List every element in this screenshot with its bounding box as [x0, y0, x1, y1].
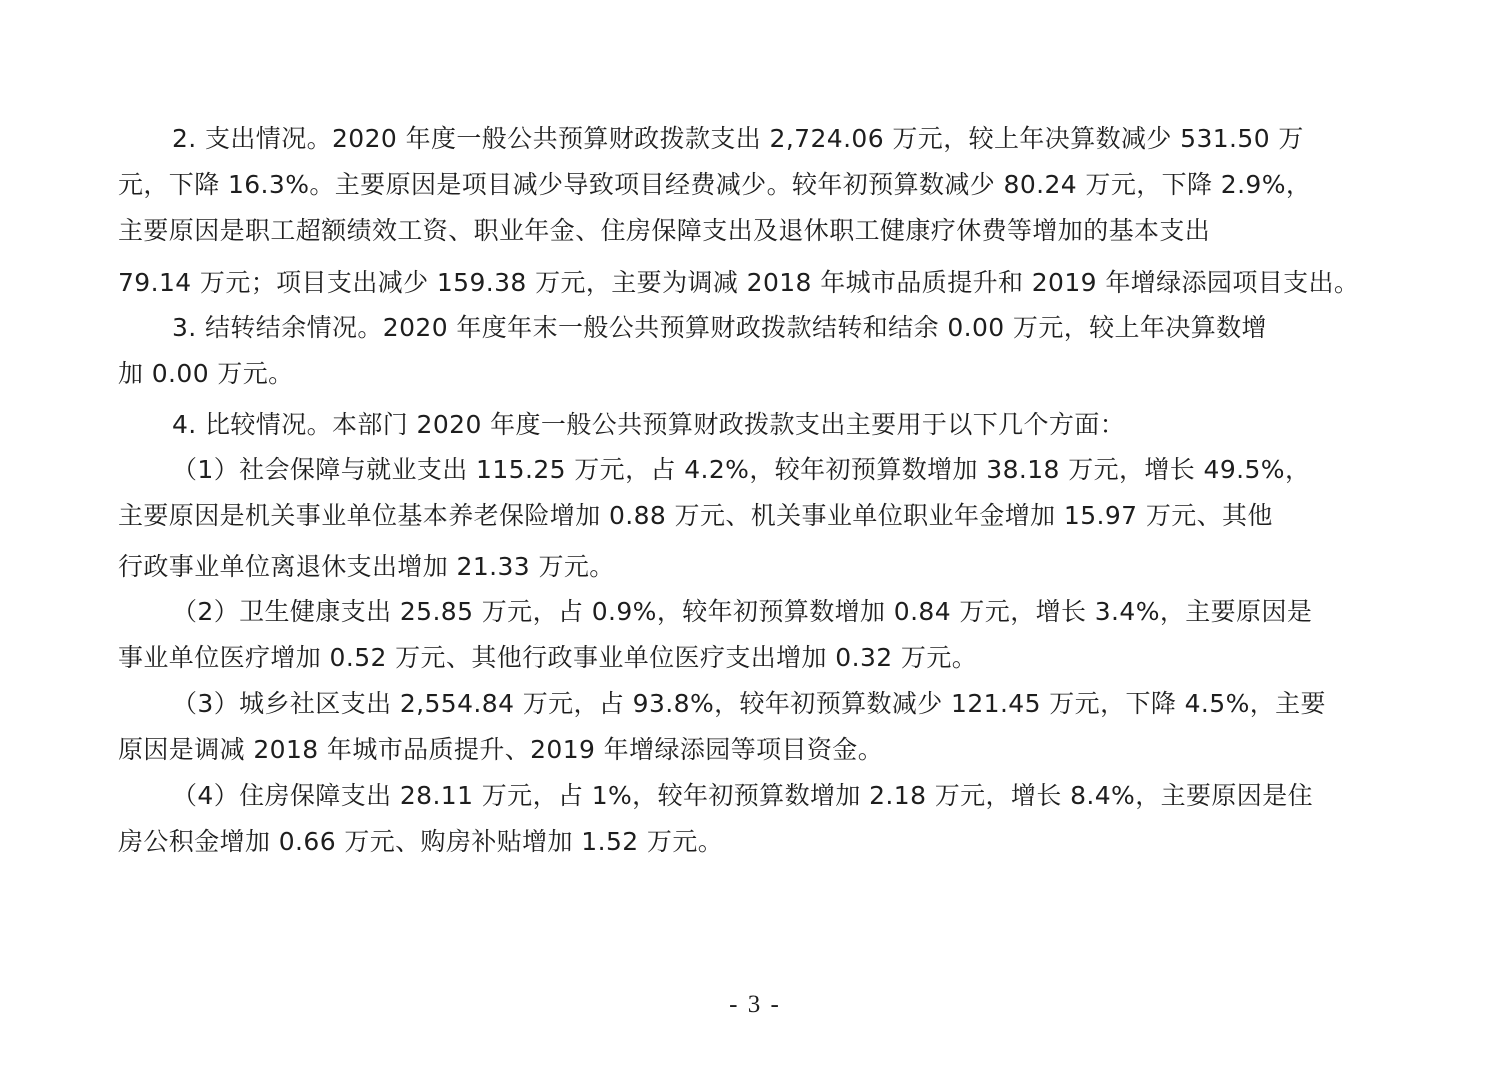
text-line: 79.14 万元；项目支出减少 159.38 万元，主要为调减 2018 年城市品质提升和 2019 年增绿添园项目支出。 [118, 268, 1360, 297]
text-line: （3）城乡社区支出 2,554.84 万元，占 93.8%，较年初预算数减少 121.45 万元，下降 4.5%，主要 [172, 689, 1326, 718]
text-line: 2. 支出情况。2020 年度一般公共预算财政拨款支出 2,724.06 万元，较上年决算数减少 531.50 万 [172, 124, 1304, 153]
text-line: 元，下降 16.3%。主要原因是项目减少导致项目经费减少。较年初预算数减少 80.24 万元，下降 2.9%， [118, 170, 1312, 199]
text-line: （4）住房保障支出 28.11 万元，占 1%，较年初预算数增加 2.18 万元，增长 8.4%，主要原因是住 [172, 781, 1313, 810]
text-line: （1）社会保障与就业支出 115.25 万元，占 4.2%，较年初预算数增加 38.18 万元，增长 49.5%， [172, 455, 1311, 484]
text-line: 房公积金增加 0.66 万元、购房补贴增加 1.52 万元。 [118, 827, 724, 856]
text-line: （2）卫生健康支出 25.85 万元，占 0.9%，较年初预算数增加 0.84 万元，增长 3.4%，主要原因是 [172, 597, 1313, 626]
text-line: 原因是调减 2018 年城市品质提升、2019 年增绿添园等项目资金。 [118, 735, 884, 764]
text-line: 行政事业单位离退休支出增加 21.33 万元。 [118, 552, 615, 581]
text-line: 主要原因是机关事业单位基本养老保险增加 0.88 万元、机关事业单位职业年金增加 15.97 万元、其他 [118, 501, 1273, 530]
text-line: 事业单位医疗增加 0.52 万元、其他行政事业单位医疗支出增加 0.32 万元。 [118, 643, 978, 672]
text-line: 加 0.00 万元。 [118, 359, 294, 388]
text-line: 4. 比较情况。本部门 2020 年度一般公共预算财政拨款支出主要用于以下几个方面： [172, 410, 1126, 439]
page-number: - 3 - [729, 991, 781, 1018]
text-line: 3. 结转结余情况。2020 年度年末一般公共预算财政拨款结转和结余 0.00 万元，较上年决算数增 [172, 313, 1267, 342]
text-line: 主要原因是职工超额绩效工资、职业年金、住房保障支出及退休职工健康疗休费等增加的基本支出 [118, 216, 1211, 245]
